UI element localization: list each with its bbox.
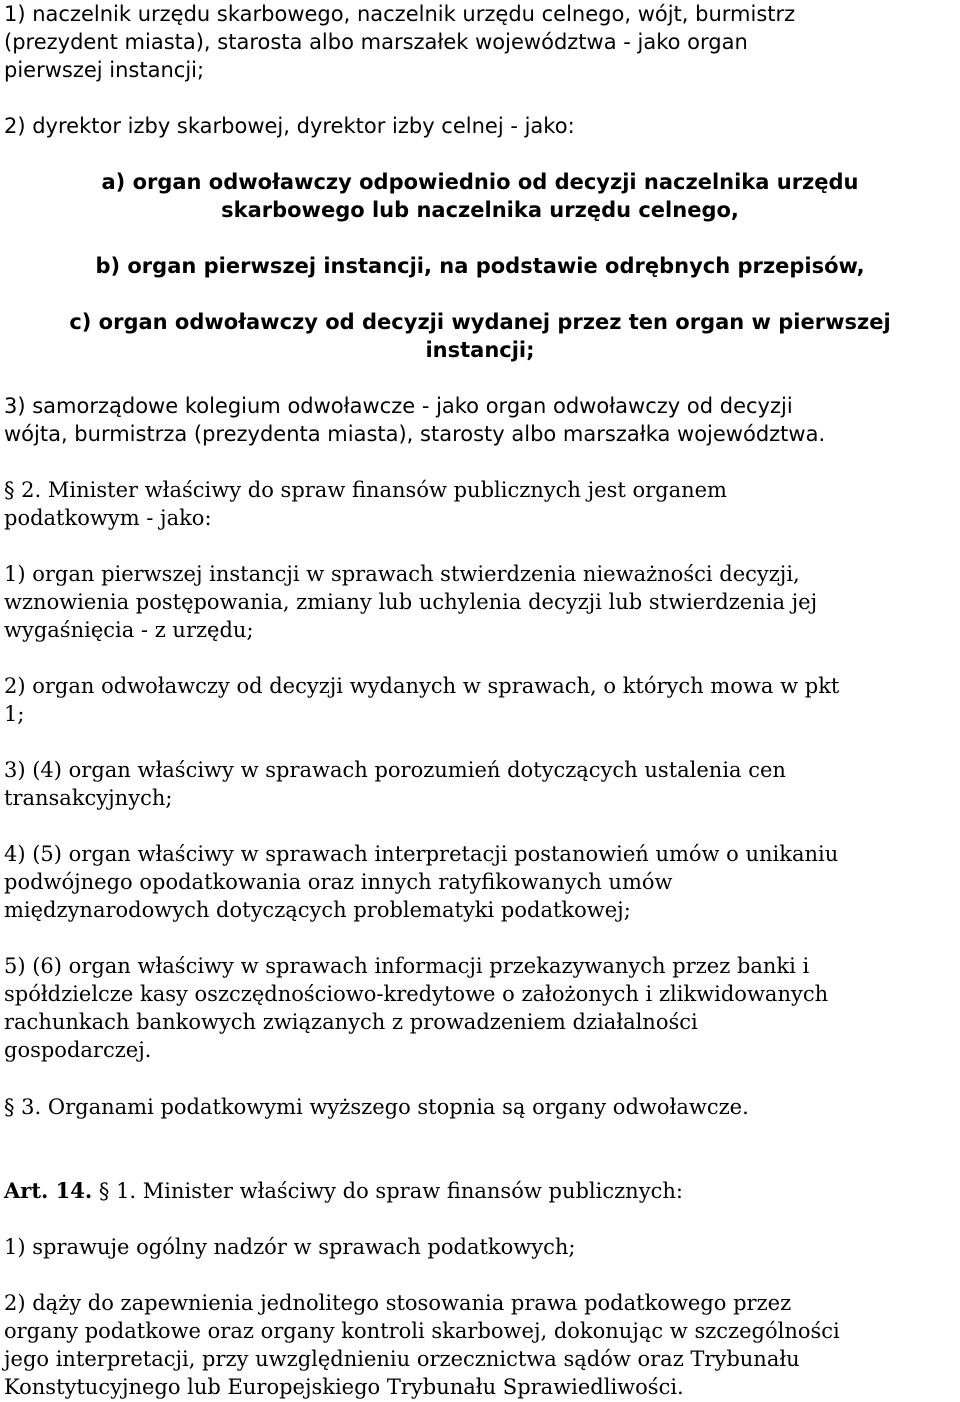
paragraph-line: jego interpretacji, przy uwzględnieniu orzecznictwa sądów oraz Trybunału — [4, 1347, 800, 1371]
sub-item-line: b) organ pierwszej instancji, na podstawie odrębnych przepisów, — [95, 254, 865, 278]
sub-item-line: a) organ odwoławczy odpowiednio od decyzji naczelnika urzędu — [101, 170, 859, 194]
paragraph-line: transakcyjnych; — [4, 786, 173, 810]
paragraph-line: spółdzielcze kasy oszczędnościowo-kredytowe o założonych i zlikwidowanych — [4, 982, 829, 1006]
paragraph-line: wznowienia postępowania, zmiany lub uchylenia decyzji lub stwierdzenia jej — [4, 590, 818, 614]
section-heading-line: § 2. Minister właściwy do spraw finansów publicznych jest organem — [4, 478, 727, 502]
paragraph-line: 5) (6) organ właściwy w sprawach informacji przekazywanych przez banki i — [4, 954, 810, 978]
paragraph-line: 1) naczelnik urzędu skarbowego, naczelnik urzędu celnego, wójt, burmistrz — [4, 2, 796, 26]
paragraph-line: gospodarczej. — [4, 1038, 152, 1062]
paragraph-line: 2) dąży do zapewnienia jednolitego stosowania prawa podatkowego przez — [4, 1291, 792, 1315]
article-heading — [4, 1177, 683, 1205]
sub-item-line: c) organ odwoławczy od decyzji wydanej przez ten organ w pierwszej — [69, 310, 891, 334]
article-label: Art. 14. — [4, 1178, 93, 1203]
paragraph-line: 1) sprawuje ogólny nadzór w sprawach podatkowych; — [4, 1235, 576, 1259]
paragraph-line: pierwszej instancji; — [4, 58, 205, 82]
paragraph-line: rachunkach bankowych związanych z prowadzeniem działalności — [4, 1010, 698, 1034]
paragraph-line: wójta, burmistrza (prezydenta miasta), starosty albo marszałka województwa. — [4, 422, 826, 446]
section-heading-line: § 3. Organami podatkowymi wyższego stopnia są organy odwoławcze. — [4, 1095, 749, 1119]
paragraph-line: (prezydent miasta), starosta albo marszałek województwa - jako organ — [4, 30, 748, 54]
paragraph-line: 3) samorządowe kolegium odwoławcze - jako organ odwoławczy od decyzji — [4, 394, 793, 418]
paragraph-line: 3) (4) organ właściwy w sprawach porozumień dotyczących ustalenia cen — [4, 758, 786, 782]
paragraph-line: organy podatkowe oraz organy kontroli skarbowej, dokonując w szczególności — [4, 1319, 840, 1343]
paragraph-line: 1; — [4, 702, 25, 726]
paragraph-line: 2) organ odwoławczy od decyzji wydanych w sprawach, o których mowa w pkt — [4, 674, 840, 698]
paragraph-line: Konstytucyjnego lub Europejskiego Trybunału Sprawiedliwości. — [4, 1375, 684, 1399]
paragraph-line: międzynarodowych dotyczących problematyki podatkowej; — [4, 898, 631, 922]
paragraph-line: podatkowym - jako: — [4, 506, 212, 530]
paragraph-line: 4) (5) organ właściwy w sprawach interpretacji postanowień umów o unikaniu — [4, 842, 839, 866]
paragraph-line: 1) organ pierwszej instancji w sprawach stwierdzenia nieważności decyzji, — [4, 562, 800, 586]
sub-item-line: instancji; — [425, 338, 535, 362]
article-intro: § 1. Minister właściwy do spraw finansów publicznych: — [92, 1179, 683, 1203]
paragraph-line: 2) dyrektor izby skarbowej, dyrektor izby celnej - jako: — [4, 114, 575, 138]
paragraph-line: podwójnego opodatkowania oraz innych ratyfikowanych umów — [4, 870, 673, 894]
paragraph-line: wygaśnięcia - z urzędu; — [4, 618, 254, 642]
sub-item-line: skarbowego lub naczelnika urzędu celnego, — [221, 198, 739, 222]
